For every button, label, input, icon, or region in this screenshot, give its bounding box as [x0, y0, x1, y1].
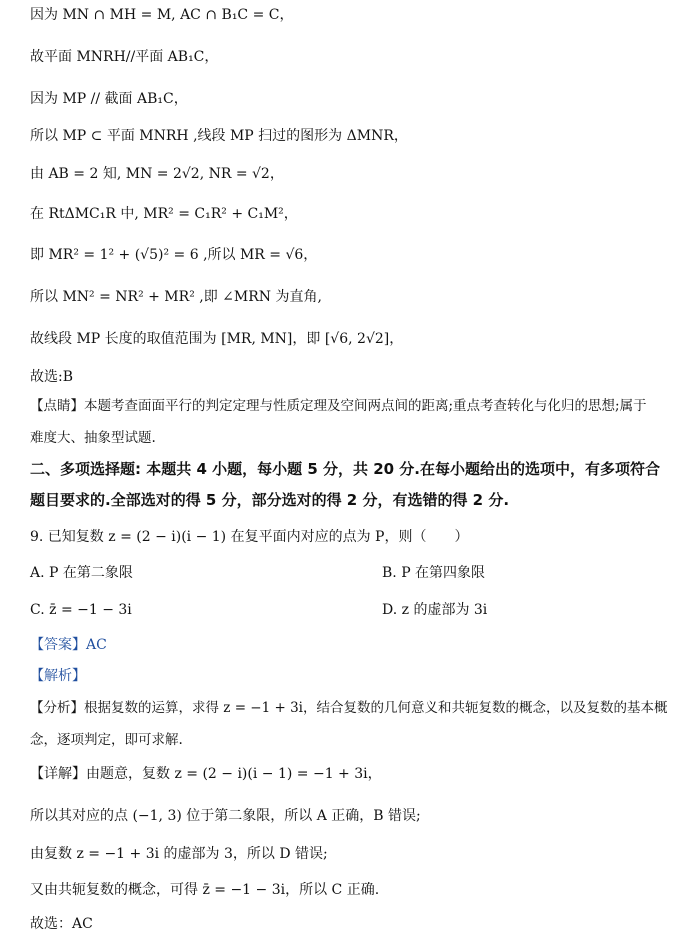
detail-line: 又由共轭复数的概念，可得 z̄ = −1 − 3i，所以 C 正确. [30, 882, 380, 898]
text-line: 故线段 MP 长度的取值范围为 [MR, MN]，即 [√6, 2√2]， [30, 331, 404, 347]
option-row [30, 563, 673, 583]
analysis-tag: 【解析】 [30, 668, 86, 684]
text-line: 所以 MN² = NR² + MR² ,即 ∠MRN 为直角, [30, 289, 322, 305]
text-line: 由 AB = 2 知, MN = 2√2, NR = √2， [30, 166, 284, 182]
section-heading: 题目要求的.全部选对的得 5 分，部分选对的得 2 分，有选错的得 2 分. [30, 491, 510, 509]
comment-line: 难度大、抽象型试题. [30, 430, 156, 446]
detail-line: 【详解】由题意，复数 z = (2 − i)(i − 1) = −1 + 3i， [30, 766, 382, 782]
text-line: 故选:B [30, 369, 74, 385]
question-stem: 9. 已知复数 z = (2 − i)(i − 1) 在复平面内对应的点为 P，则（ ） [30, 529, 469, 545]
text-line: 即 MR² = 1² + (√5)² = 6 ,所以 MR = √6， [30, 247, 318, 263]
option-c: C. z̄ = −1 − 3i [30, 602, 132, 618]
answer-tag: 【答案】AC [30, 637, 107, 653]
text-line: 所以 MP ⊂ 平面 MNRH ,线段 MP 扫过的图形为 ΔMNR， [30, 128, 408, 144]
detail-line: 所以其对应的点 (−1, 3) 位于第二象限，所以 A 正确，B 错误; [30, 808, 421, 824]
analysis-line: 【分析】根据复数的运算，求得 z = −1 + 3i，结合复数的几何意义和共轭复数的概念，以及复数的基本概 [30, 700, 668, 716]
option-d: D. z 的虚部为 3i [382, 602, 488, 618]
option-a: A. P 在第二象限 [30, 565, 133, 581]
analysis-line: 念，逐项判定，即可求解. [30, 732, 183, 748]
option-row [30, 600, 673, 620]
text-line: 在 RtΔMC₁R 中, MR² = C₁R² + C₁M²， [30, 206, 298, 222]
text-line: 因为 MN ∩ MH = M, AC ∩ B₁C = C， [30, 7, 294, 23]
detail-line: 由复数 z = −1 + 3i 的虚部为 3，所以 D 错误; [30, 846, 328, 862]
comment-line: 【点睛】本题考查面面平行的判定定理与性质定理及空间两点间的距离;重点考查转化与化归的思想;属于 [30, 398, 647, 414]
option-b: B. P 在第四象限 [382, 565, 486, 581]
section-heading: 二、多项选择题: 本题共 4 小题，每小题 5 分，共 20 分.在每小题给出的选项中，有多项符合 [30, 460, 661, 478]
text-line: 因为 MP // 截面 AB₁C， [30, 91, 188, 107]
final-answer: 故选：AC [30, 916, 93, 932]
text-line: 故平面 MNRH//平面 AB₁C， [30, 49, 219, 65]
